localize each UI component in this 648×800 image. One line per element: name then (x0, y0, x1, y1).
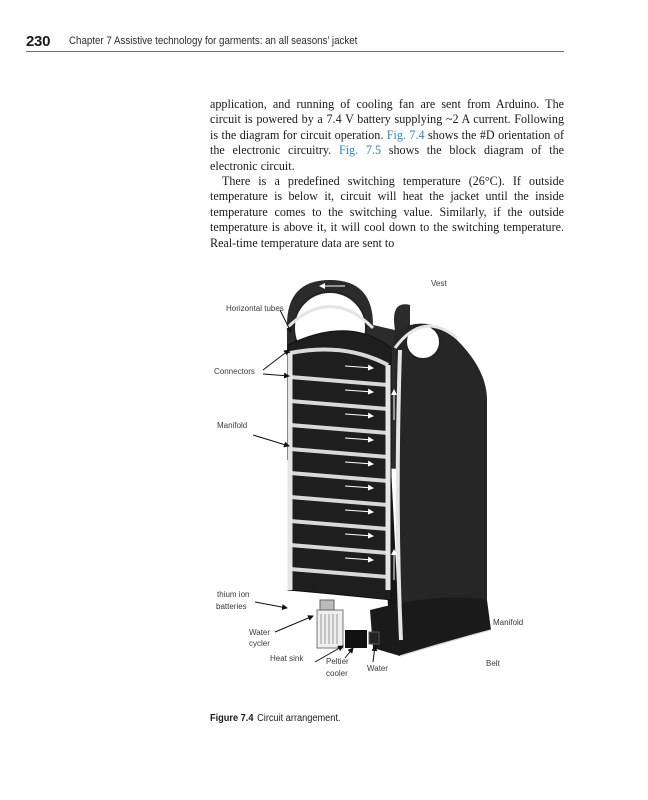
paragraph-1-text-b: shows the #D orientation of the electronic circuitry. (210, 127, 564, 158)
battery-pack (320, 600, 334, 610)
label-water-cycler-line1: Water (249, 628, 271, 637)
label-horizontal-tubes: Horizontal tubes (226, 304, 284, 313)
label-vest: Vest (431, 279, 447, 288)
vest-right-hole (406, 325, 440, 359)
vest-right-panel (395, 324, 487, 642)
figure-reference-7-5[interactable]: Fig. 7.5 (338, 143, 382, 158)
label-peltier-line2: cooler (326, 669, 348, 678)
label-water: Water (367, 664, 389, 673)
figure-caption-text: Circuit arrangement. (257, 713, 341, 724)
figure-reference-7-4[interactable]: Fig. 7.4 (386, 127, 425, 142)
paragraph-1-text-c: shows the block diagram of the electronic circuit. (210, 143, 564, 173)
label-peltier-line1: Peltier (326, 657, 349, 666)
figure-circuit-arrangement (195, 270, 565, 700)
label-water-cycler-line2: cycler (249, 639, 270, 648)
label-manifold-left: Manifold (217, 421, 248, 430)
label-belt: Belt (486, 659, 500, 668)
paragraph-1 (210, 97, 564, 174)
label-batteries-line2: batteries (216, 602, 247, 611)
label-manifold-right: Manifold (493, 618, 524, 627)
chapter-title: Chapter 7 Assistive technology for garments: an all seasons’ jacket (69, 35, 358, 47)
label-heat-sink: Heat sink (270, 654, 304, 663)
figure-caption (210, 713, 340, 724)
figure-caption-label: Figure 7.4 (210, 713, 254, 724)
label-batteries-line1: thium ion (217, 590, 250, 599)
page-number: 230 (26, 33, 51, 50)
paragraph-1-text-a: application, and running of cooling fan are sent from Arduino. The circuit is powered by a 7.4 V battery supplying ~2 A current. Following is the diagram for circuit operation. (210, 97, 564, 142)
label-connectors: Connectors (214, 367, 255, 376)
peltier-cooler (345, 630, 367, 648)
running-head (26, 33, 564, 52)
water-pump (369, 632, 379, 644)
vest-front-panel (288, 331, 391, 600)
body-text (210, 97, 564, 251)
paragraph-2: There is a predefined switching temperature (26°C). If outside temperature is below it, circuit will heat the jacket until the inside temperature comes to the switching value. Similarly, if the outside temperature is above it, it will cool down to the switching temperature. Real-time temperature data are sent to (210, 174, 564, 250)
